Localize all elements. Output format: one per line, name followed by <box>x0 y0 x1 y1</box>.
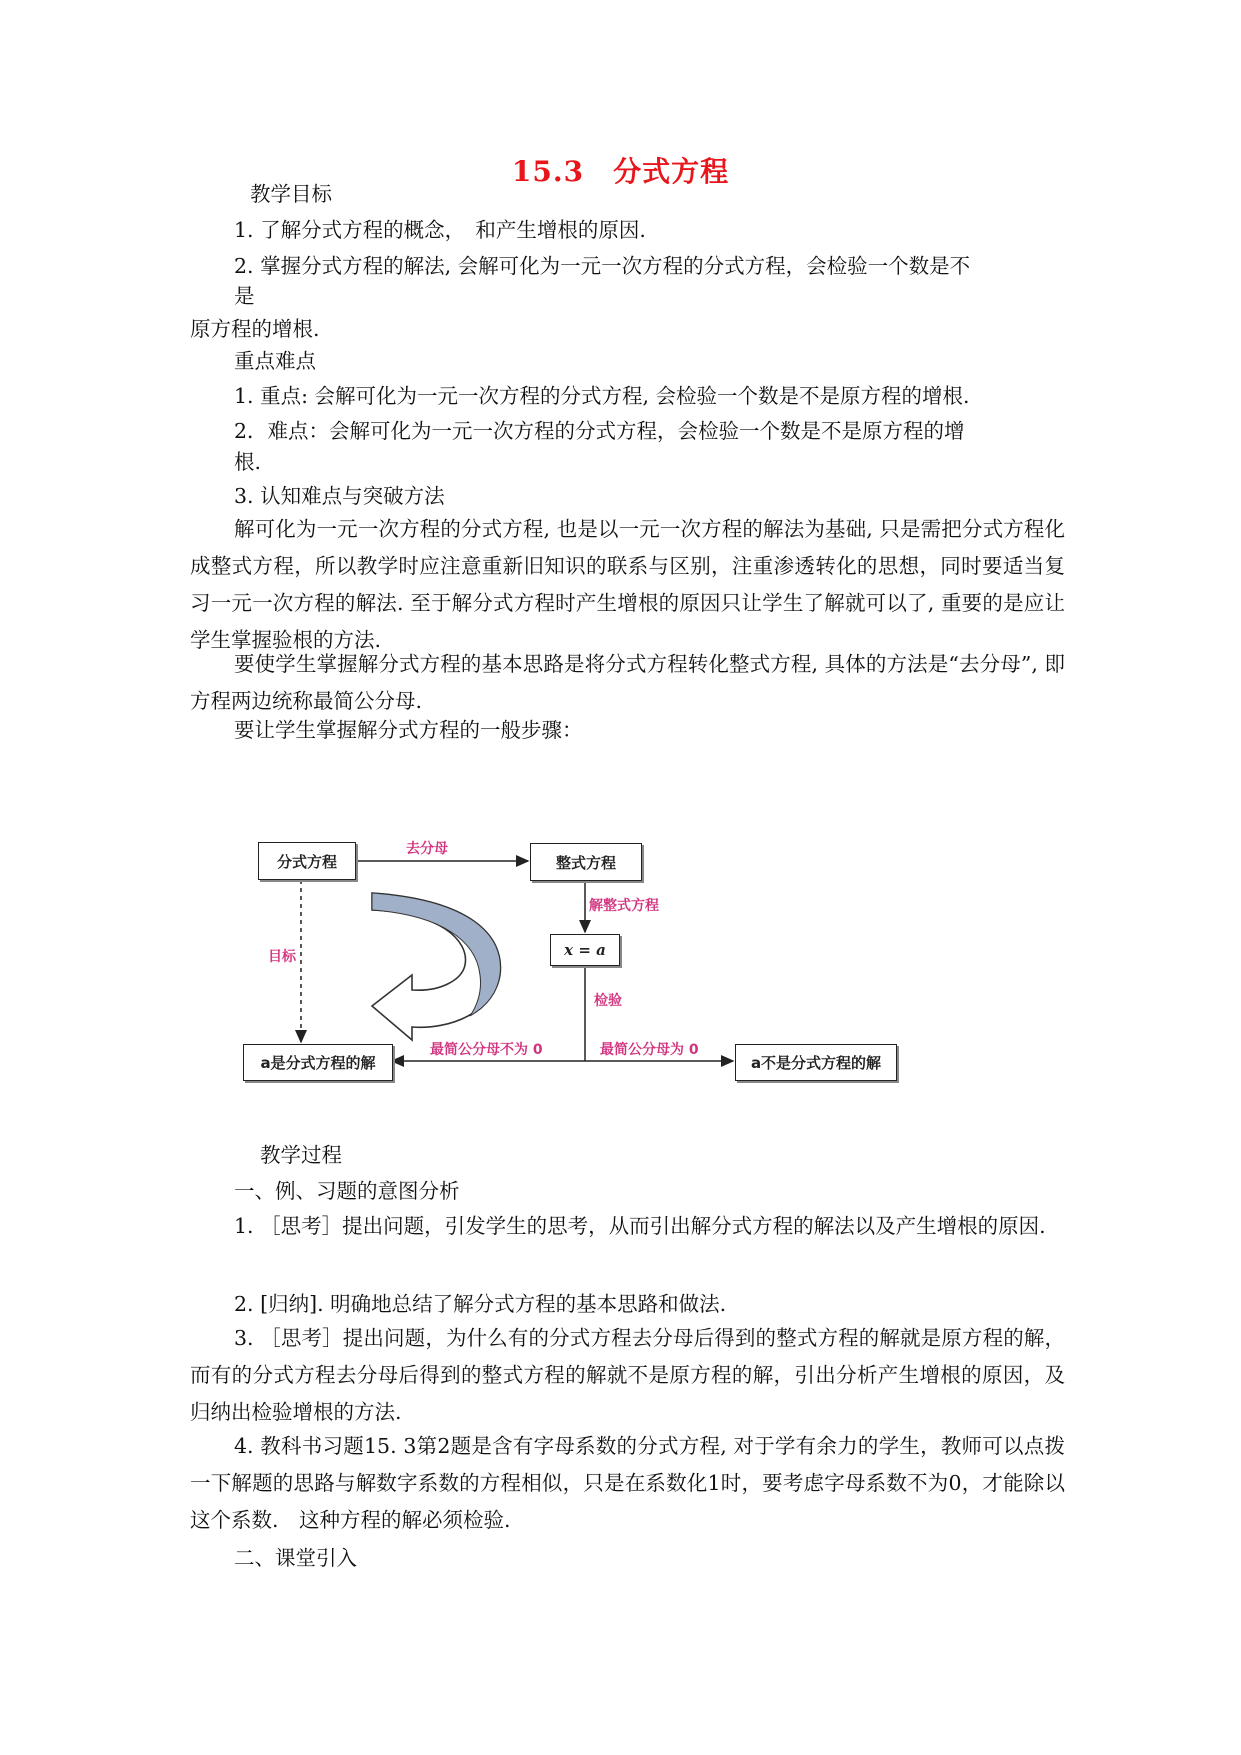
label-solve-integral: 解整式方程 <box>589 898 659 914</box>
goal-item-2-wrap: 是 <box>234 284 255 308</box>
process-item-2: 2. [归纳]. 明确地总结了解分式方程的基本思路和做法. <box>234 1292 727 1316</box>
process-item-4: 4. 教科书习题15. 3第2题是含有字母系数的分式方程, 对于学有余力的学生，教师可以点拨一下解题的思路与解数字系数的方程相似，只是在系数化1时，要考虑字母系数不为0，才能除以这个系数. 这种方程的解必须检验. <box>190 1434 1065 1532</box>
box-fraction-equation: 分式方程 <box>258 842 356 880</box>
part1-heading: 一、例、习题的意图分析 <box>234 1179 460 1203</box>
label-lcd-zero: 最简公分母为 0 <box>600 1042 699 1058</box>
goal-item-2: 2. 掌握分式方程的解法, 会解可化为一元一次方程的分式方程，会检验一个数是不 <box>234 254 971 278</box>
paragraph-steps-intro: 要让学生掌握解分式方程的一般步骤： <box>234 718 583 742</box>
box-integral-equation: 整式方程 <box>530 843 642 881</box>
key-item-2-wrap: 根. <box>234 450 262 474</box>
paragraph-method: 解可化为一元一次方程的分式方程, 也是以一元一次方程的解法为基础, 只是需把分式方程化成整式方程，所以教学时应注意重新旧知识的联系与区别，注重渗透转化的思想，同时要适当复习一元一次方程的解法. 至于解分式方程时产生增根的原因只让学生了解就可以了, 重要的是应让学生掌握验根的方法. <box>190 517 1065 652</box>
process-item-3: 3. ［思考］提出问题，为什么有的分式方程去分母后得到的整式方程的解就是原方程的解，而有的分式方程去分母后得到的整式方程的解就不是原方程的解，引出分析产生增根的原因，及归纳出检验增根的方法. <box>190 1326 1065 1424</box>
key-item-2: 2．难点：会解可化为一元一次方程的分式方程，会检验一个数是不是原方程的增 <box>234 419 965 443</box>
section-heading-key-points: 重点难点 <box>234 349 316 373</box>
process-item-1: 1. ［思考］提出问题，引发学生的思考，从而引出解分式方程的解法以及产生增根的原因. <box>234 1214 1046 1238</box>
label-check: 检验 <box>594 993 622 1009</box>
label-goal: 目标 <box>268 949 296 965</box>
box-x-equals-a: x = a <box>550 934 620 966</box>
box-a-not-solution: a不是分式方程的解 <box>735 1044 897 1081</box>
section-heading-process: 教学过程 <box>260 1143 342 1167</box>
paragraph-idea: 要使学生掌握解分式方程的基本思路是将分式方程转化整式方程, 具体的方法是“去分母”, 即方程两边统称最简公分母. <box>190 652 1065 713</box>
goal-item-2-cont: 原方程的增根. <box>190 317 320 341</box>
section-heading-goals: 教学目标 <box>250 182 332 206</box>
box-a-is-solution: a是分式方程的解 <box>243 1044 393 1081</box>
label-lcd-nonzero: 最简公分母不为 0 <box>430 1042 543 1058</box>
goal-item-1: 1. 了解分式方程的概念， 和产生增根的原因. <box>234 218 646 242</box>
curved-arrow-icon <box>372 893 500 1040</box>
part2-heading: 二、课堂引入 <box>234 1546 357 1570</box>
key-item-3: 3. 认知难点与突破方法 <box>234 484 445 508</box>
key-item-1: 1. 重点: 会解可化为一元一次方程的分式方程, 会检验一个数是不是原方程的增根. <box>234 384 970 408</box>
document-title: 15.3 分式方程 <box>511 155 730 188</box>
label-remove-denominator: 去分母 <box>406 841 448 857</box>
